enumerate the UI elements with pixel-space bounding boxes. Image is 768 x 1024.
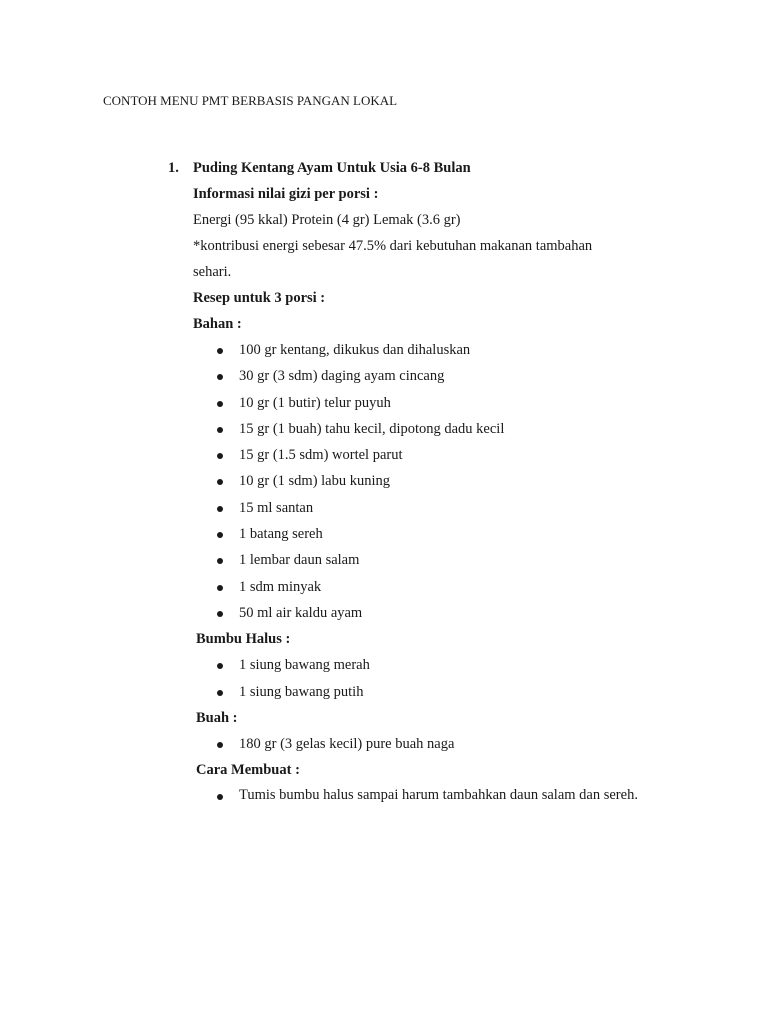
bullet-icon: [217, 374, 223, 380]
bullet-icon: [217, 479, 223, 485]
bullet-icon: [217, 427, 223, 433]
bahan-heading: Bahan :: [193, 316, 242, 332]
list-item: 1 siung bawang putih: [214, 679, 648, 705]
bumbu-list: [168, 652, 648, 705]
bullet-icon: [217, 585, 223, 591]
bullet-icon: [217, 742, 223, 748]
cara-heading: Cara Membuat :: [196, 762, 300, 779]
list-item: 100 gr kentang, dikukus dan dihaluskan: [214, 337, 648, 363]
list-item: 15 gr (1 buah) tahu kecil, dipotong dadu kecil: [214, 416, 648, 442]
list-item: 180 gr (3 gelas kecil) pure buah naga: [214, 731, 648, 757]
recipe-title-line: [168, 155, 648, 181]
document-title: CONTOH MENU PMT BERBASIS PANGAN LOKAL: [103, 93, 398, 108]
recipe-name: Puding Kentang Ayam Untuk Usia 6-8 Bulan: [193, 160, 471, 176]
list-item: 10 gr (1 butir) telur puyuh: [214, 390, 648, 416]
contribution-line-2: sehari.: [193, 264, 232, 280]
list-item: 1 lembar daun salam: [214, 547, 648, 573]
bumbu-heading: Bumbu Halus :: [196, 631, 291, 648]
bahan-list: [168, 337, 648, 626]
list-item: 1 siung bawang merah: [214, 652, 648, 678]
nutrition-values: Energi (95 kkal) Protein (4 gr) Lemak (3.6 gr): [193, 212, 461, 228]
bullet-icon: [217, 401, 223, 407]
list-item: 30 gr (3 sdm) daging ayam cincang: [214, 363, 648, 389]
list-item: Tumis bumbu halus sampai harum tambahkan daun salam dan sereh.: [214, 783, 644, 807]
recipe-section: [168, 155, 648, 807]
bullet-icon: [217, 532, 223, 538]
cara-list: [168, 783, 648, 807]
bullet-icon: [217, 506, 223, 512]
bullet-icon: [217, 558, 223, 564]
nutrition-heading: Informasi nilai gizi per porsi :: [193, 186, 379, 202]
contribution-line-1: *kontribusi energi sebesar 47.5% dari kebutuhan makanan tambahan: [193, 238, 593, 254]
bullet-icon: [217, 348, 223, 354]
list-item: 1 batang sereh: [214, 521, 648, 547]
bullet-icon: [217, 690, 223, 696]
list-item: 50 ml air kaldu ayam: [214, 600, 648, 626]
bullet-icon: [217, 453, 223, 459]
bullet-icon: [217, 663, 223, 669]
recipe-portion-heading: Resep untuk 3 porsi :: [193, 290, 326, 306]
recipe-number: 1.: [168, 160, 179, 176]
list-item: 15 gr (1.5 sdm) wortel parut: [214, 442, 648, 468]
buah-heading: Buah :: [196, 709, 238, 726]
list-item: 10 gr (1 sdm) labu kuning: [214, 468, 648, 494]
list-item: 1 sdm minyak: [214, 574, 648, 600]
buah-list: [168, 731, 648, 757]
list-item: 15 ml santan: [214, 495, 648, 521]
bullet-icon: [217, 794, 223, 800]
bullet-icon: [217, 611, 223, 617]
